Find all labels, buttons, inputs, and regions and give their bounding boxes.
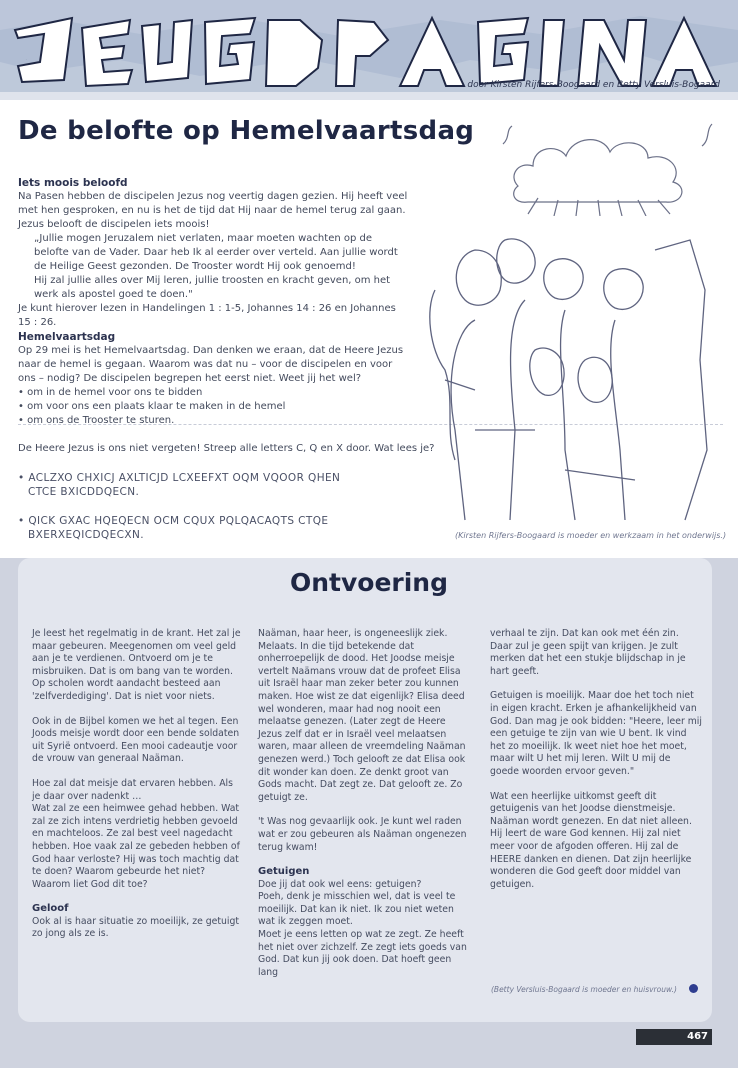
article2-caption: (Betty Versluis-Bogaard is moeder en huisvrouw.) [491, 985, 677, 994]
col2-paragraph: Moet je eens letten op wat ze zegt. Ze heeft het niet over zichzelf. Ze zegt iets goeds van God. Dat kun jij ook doen. Dat hoeft geen lang [258, 929, 467, 978]
col2-paragraph: Doe jij dat ook wel eens: getuigen? [258, 878, 422, 890]
article2-column-2 [258, 628, 470, 991]
col2-paragraph: Naäman, haar heer, is ongeneeslijk ziek. Melaats. In die tijd betekende dat onherroepelijk de dood. Het Joodse meisje vertelt Naämans vrouw dat de profeet Elisa uit Israël haar man zeker beter zou kunnen maken. Hoe wist ze dat eigenlijk? Elisa deed wel wonderen, maar had nog nooit een melaatse genezen. (Later zegt de Heere Jezus zelf dat er in Israël veel melaatsen waren, maar alleen de vreemdeling Naäman genezen werd.) Toch gelooft ze dat Elisa ook dit wonder kan doen. Ze denkt groot van Gods macht. Dat zegt ze. Dat gelooft ze. Zo getuigt ze. [258, 628, 466, 803]
article1-title: De belofte op Hemelvaartsdag [18, 116, 475, 146]
section1-quote2: Hij zal jullie alles over Mij leren, jullie troosten en kracht geven, om het werk als apostel goed te doen." [34, 275, 391, 300]
section2-bullet: • om voor ons een plaats klaar te maken in de hemel [18, 401, 286, 412]
col1-paragraph: Wat zal ze een heimwee gehad hebben. Wat zal ze zich intens verdrietig hebben gevoeld en machteloos. Ze zal best veel nagedacht hebben. Hoe vaak zal ze gebeden hebben of God haar verloste? Hij was toch machtig dat te doen? Waarom gebeurde het niet? Waarom liet God dit toe? [32, 803, 240, 890]
section2-text: Op 29 mei is het Hemelvaartsdag. Dan denken we eraan, dat de Heere Jezus naar de hemel is gegaan. Waarom was dat nu – voor de discipelen en voor ons – nodig? De discipelen begrepen het eerst niet. Weet jij het wel? [18, 345, 404, 384]
col1-paragraph: Ook al is haar situatie zo moeilijk, ze getuigt zo jong als ze is. [32, 915, 240, 940]
byline: door Kirsten Rijfers-Boogaard en Betty Versluis-Bogaard [467, 80, 720, 90]
puzzle-line: CTCE BXICDDQECN. [28, 486, 140, 498]
puzzle-line: • QICK GXAC HQEQECN OCM CQUX PQLQACAQTS CTQE [18, 515, 329, 527]
section-hemelvaartsdag [18, 330, 408, 428]
header-banner [0, 0, 738, 100]
cloud-illustration [498, 116, 718, 216]
col1-paragraph: Je leest het regelmatig in de krant. Het zal je maar gebeuren. Meegenomen om veel geld aan je te verdienen. Ontvoerd om je te misbruiken. Dat is om bang van te worden. Op scholen wordt aandacht besteed aan 'zelfverdediging'. Dat is niet voor niets. [32, 628, 241, 702]
col1-heading: Geloof [32, 903, 69, 915]
col3-paragraph: Getuigen is moeilijk. Maar doe het toch niet in eigen kracht. Erken je afhankelijkheid van God. Dan mag je ook bidden: "Heere, leer mij een getuige te zijn van wie U bent. Ik vind het zo moeilijk. Ik weet niet hoe het moet, maar wilt U het mij leren. Wilt U mij de goede woorden ervoor geven." [490, 690, 702, 777]
col3-paragraph: Wat een heerlijke uitkomst geeft dit getuigenis van het Joodse dienstmeisje. Naäman wordt genezen. En dat niet alleen. Hij leert de ware God kennen. Hij zal niet meer voor de afgoden offeren. Hij zal de HEERE danken en dienen. Dat zijn heerlijke wonderen die God geeft door middel van getuigen. [490, 790, 692, 890]
section1-intro: Na Pasen hebben de discipelen Jezus nog veertig dagen gezien. Hij heeft veel met hen gesproken, en nu is het de tijd dat Hij naar de hemel terug zal gaan. Jezus belooft de discipelen iets moois! [18, 191, 408, 230]
header-letter-j: J [26, 60, 27, 61]
article1-caption: (Kirsten Rijfers-Boogaard is moeder en werkzaam in het onderwijs.) [455, 531, 727, 540]
section2-bullet: • om ons de Trooster te sturen. [18, 415, 175, 426]
end-bullet-icon [689, 984, 698, 993]
section1-quote1: „Jullie mogen Jeruzalem niet verlaten, maar moeten wachten op de belofte van de Vader. Daar heb Ik al eerder over verteld. Aan jullie wordt de Heilige Geest gezonden. De Trooster wordt Hij ook genoemd! [34, 233, 398, 272]
page-number: 467 [687, 1031, 708, 1042]
section1-heading: Iets moois beloofd [18, 177, 128, 189]
section1-reference: Je kunt hierover lezen in Handelingen 1 : 1-5, Johannes 14 : 26 en Johannes 15 : 26. [18, 303, 396, 328]
article2-column-3 [490, 628, 702, 903]
col2-heading: Getuigen [258, 866, 310, 878]
col2-paragraph: Poeh, denk je misschien wel, dat is veel te moeilijk. Dat kan ik niet. Ik zou niet weten wat ik zeggen moet. [258, 891, 456, 928]
disciples-illustration [415, 230, 715, 530]
section2-bullet: • om in de hemel voor ons te bidden [18, 387, 203, 398]
section2-heading: Hemelvaartsdag [18, 331, 116, 343]
puzzle-line: • ACLZXO CHXICJ AXLTICJD LCXEEFXT OQM VQOOR QHEN [18, 472, 341, 484]
article2-column-1 [32, 628, 244, 953]
section-iets-moois [18, 176, 408, 330]
col3-paragraph: verhaal te zijn. Dat kan ook met één zin. Daar zul je geen spijt van krijgen. Je zult merken dat het een stukje blijdschap in je hart geeft. [490, 628, 686, 677]
puzzle-line: BXERXEQICDQECXN. [28, 529, 144, 541]
article2-title: Ontvoering [289, 568, 449, 597]
col1-paragraph: Hoe zal dat meisje dat ervaren hebben. Als je daar over nadenkt … [32, 777, 233, 802]
col1-paragraph: Ook in de Bijbel komen we het al tegen. Een Joods meisje wordt door een bende soldaten uit Syrië ontvoerd. Een mooi cadeautje voor de vrouw van generaal Naäman. [32, 715, 240, 765]
col2-paragraph: 't Was nog gevaarlijk ook. Je kunt wel raden wat er zou gebeuren als Naäman ongenezen terug kwam! [258, 816, 467, 853]
puzzle-instruction: De Heere Jezus is ons niet vergeten! Streep alle letters C, Q en X door. Wat lees je? [18, 443, 435, 454]
